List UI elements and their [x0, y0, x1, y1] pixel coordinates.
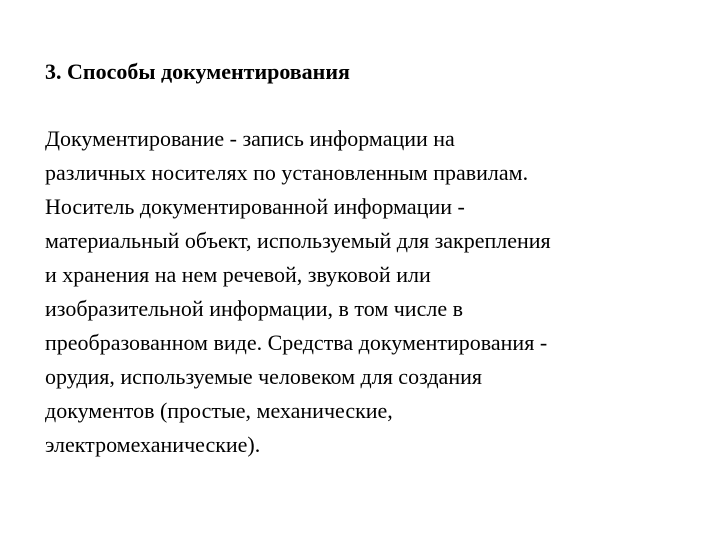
body-line: документов (простые, механические, — [45, 398, 393, 423]
body-line: материальный объект, используемый для закрепления — [45, 228, 551, 253]
body-line: электромеханические). — [45, 432, 261, 457]
slide-body — [45, 122, 715, 462]
body-line: и хранения на нем речевой, звуковой или — [45, 262, 431, 287]
slide-title: 3. Способы документирования — [45, 59, 350, 84]
body-line: орудия, используемые человеком для создания — [45, 364, 482, 389]
body-line: различных носителях по установленным правилам. — [45, 160, 529, 185]
body-line: изобразительной информации, в том числе в — [45, 296, 463, 321]
body-line: Носитель документированной информации - — [45, 194, 465, 219]
body-line: Документирование - запись информации на — [45, 126, 455, 151]
body-line: преобразованном виде. Средства документирования - — [45, 330, 548, 355]
